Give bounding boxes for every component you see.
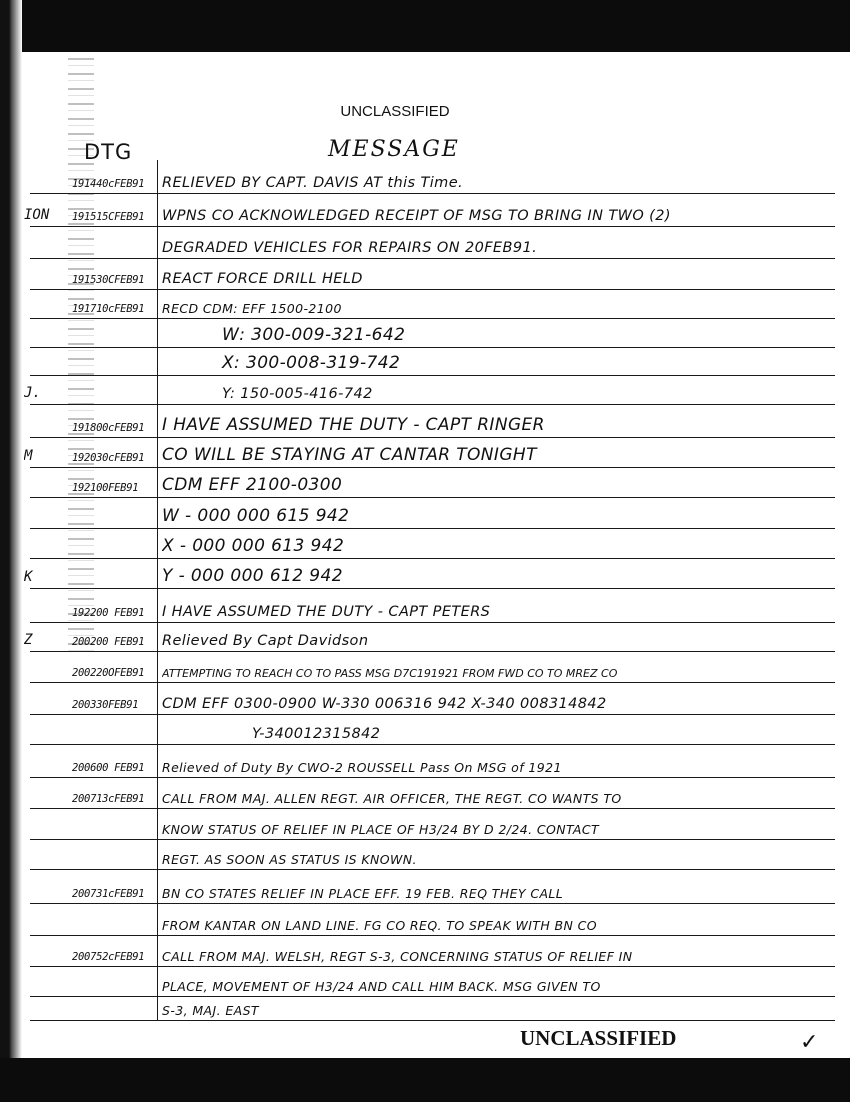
margin-mark: M	[24, 448, 33, 464]
entry-dtg: 200330FEB91	[72, 699, 139, 711]
ruled-line	[30, 682, 835, 683]
log-entry	[24, 228, 844, 258]
log-entry	[24, 873, 844, 903]
log-entry	[24, 652, 844, 682]
entry-message: KNOW STATUS OF RELIEF IN PLACE OF H3/24 BY D 2/24. CONTACT	[162, 822, 599, 837]
message-column-header: MESSAGE	[328, 137, 460, 162]
log-entry	[24, 374, 844, 404]
ruled-line	[30, 588, 835, 589]
entry-message: CDM EFF 0300-0900 W-330 006316 942 X-340 008314842	[162, 696, 607, 712]
ruled-line	[30, 318, 835, 319]
entry-message: FROM KANTAR ON LAND LINE. FG CO REQ. TO SPEAK WITH BN CO	[162, 918, 597, 933]
log-entry	[24, 778, 844, 808]
entry-dtg: 191530CFEB91	[72, 274, 145, 286]
entry-message: I HAVE ASSUMED THE DUTY - CAPT PETERS	[162, 604, 491, 620]
entry-dtg: 192200 FEB91	[72, 607, 145, 619]
log-entry	[24, 839, 844, 869]
entry-dtg: 200600 FEB91	[72, 762, 145, 774]
log-entry	[24, 467, 844, 497]
ruled-line	[30, 258, 835, 259]
log-entry	[24, 558, 844, 588]
entry-message: Relieved By Capt Davidson	[162, 633, 369, 649]
entry-message: Y: 150-005-416-742	[222, 386, 373, 402]
check-mark-icon: ✓	[800, 1030, 819, 1055]
entry-message: BN CO STATES RELIEF IN PLACE EFF. 19 FEB. REQ THEY CALL	[162, 886, 564, 901]
margin-mark: ION	[24, 207, 50, 223]
scan-border-top	[0, 0, 850, 52]
entry-message: I HAVE ASSUMED THE DUTY - CAPT RINGER	[162, 415, 545, 435]
entry-dtg: 192030cFEB91	[72, 452, 145, 464]
ruled-line	[30, 375, 835, 376]
ruled-line	[30, 226, 835, 227]
log-entry	[24, 990, 844, 1020]
ruled-line	[30, 347, 835, 348]
ruled-line	[30, 651, 835, 652]
ruled-line	[30, 404, 835, 405]
ruled-line	[30, 777, 835, 778]
scan-border-bottom	[0, 1058, 850, 1102]
entry-message: CALL FROM MAJ. WELSH, REGT S-3, CONCERNING STATUS OF RELIEF IN	[162, 949, 633, 964]
margin-mark: K	[24, 569, 33, 585]
entry-dtg: 200713cFEB91	[72, 793, 145, 805]
entry-dtg: 191800cFEB91	[72, 422, 145, 434]
log-entry	[24, 684, 844, 714]
log-entry	[24, 936, 844, 966]
entry-message: REGT. AS SOON AS STATUS IS KNOWN.	[162, 852, 417, 867]
ruled-line	[30, 966, 835, 967]
entry-message: CALL FROM MAJ. ALLEN REGT. AIR OFFICER, THE REGT. CO WANTS TO	[162, 791, 622, 806]
log-entry	[24, 345, 844, 375]
entry-message: Y-340012315842	[252, 726, 381, 742]
ruled-line	[30, 996, 835, 997]
ruled-line	[30, 528, 835, 529]
entry-message: RECD CDM: EFF 1500-2100	[162, 301, 342, 316]
entry-message: ATTEMPTING TO REACH CO TO PASS MSG D7C191921 FROM FWD CO TO MREZ CO	[162, 667, 618, 680]
log-entry	[24, 528, 844, 558]
log-entry	[24, 407, 844, 437]
entry-message: Y - 000 000 612 942	[162, 566, 343, 586]
entry-message: Relieved of Duty By CWO-2 ROUSSELL Pass On MSG of 1921	[162, 760, 562, 775]
header-classification: UNCLASSIFIED	[340, 103, 450, 120]
log-entry	[24, 747, 844, 777]
ruled-line	[30, 467, 835, 468]
footer-classification: UNCLASSIFIED	[520, 1026, 677, 1050]
ruled-line	[30, 935, 835, 936]
entry-dtg: 200200 FEB91	[72, 636, 145, 648]
entry-message: X - 000 000 613 942	[162, 536, 345, 556]
log-entry	[24, 714, 844, 744]
margin-mark: Z	[24, 632, 33, 648]
entry-dtg: 200220OFEB91	[72, 667, 145, 679]
ruled-line	[30, 808, 835, 809]
log-entry	[24, 592, 844, 622]
log-entry	[24, 437, 844, 467]
entry-message: PLACE, MOVEMENT OF H3/24 AND CALL HIM BACK. MSG GIVEN TO	[162, 979, 601, 994]
ruled-line	[30, 839, 835, 840]
entry-message: CDM EFF 2100-0300	[162, 475, 343, 495]
log-entry	[24, 163, 844, 193]
log-entry	[24, 317, 844, 347]
entry-dtg: 200752cFEB91	[72, 951, 145, 963]
entry-message: RELIEVED BY CAPT. DAVIS AT this Time.	[162, 175, 464, 191]
ruled-line	[30, 558, 835, 559]
scan-border-left	[0, 0, 22, 1102]
entry-dtg: 192100FEB91	[72, 482, 139, 494]
entry-dtg: 200731cFEB91	[72, 888, 145, 900]
dtg-column-header: DTG	[84, 140, 133, 164]
log-entry	[24, 259, 844, 289]
entry-message: DEGRADED VEHICLES FOR REPAIRS ON 20FEB91.	[162, 240, 538, 256]
ruled-line	[30, 622, 835, 623]
ruled-line	[30, 497, 835, 498]
log-entry	[24, 288, 844, 318]
entry-message: W: 300-009-321-642	[222, 325, 406, 345]
entry-message: S-3, MAJ. EAST	[162, 1003, 259, 1018]
entry-message: WPNS CO ACKNOWLEDGED RECEIPT OF MSG TO BRING IN TWO (2)	[162, 208, 671, 224]
entry-message: REACT FORCE DRILL HELD	[162, 271, 363, 287]
ruled-line	[30, 744, 835, 745]
ruled-line	[30, 193, 835, 194]
log-entry	[24, 809, 844, 839]
entry-dtg: 191515CFEB91	[72, 211, 145, 223]
log-entry	[24, 498, 844, 528]
log-entry	[24, 905, 844, 935]
log-entry	[24, 196, 844, 226]
ruled-line	[30, 714, 835, 715]
ruled-line	[30, 869, 835, 870]
log-entry	[24, 621, 844, 651]
entry-message: CO WILL BE STAYING AT CANTAR TONIGHT	[162, 445, 537, 465]
entry-dtg: 191440cFEB91	[72, 178, 145, 190]
margin-mark: J.	[24, 385, 41, 401]
entry-message: W - 000 000 615 942	[162, 506, 350, 526]
ruled-line	[30, 289, 835, 290]
ruled-line	[30, 1020, 835, 1021]
ruled-line	[30, 903, 835, 904]
entry-message: X: 300-008-319-742	[222, 353, 401, 373]
ruled-line	[30, 437, 835, 438]
entry-dtg: 191710cFEB91	[72, 303, 145, 315]
